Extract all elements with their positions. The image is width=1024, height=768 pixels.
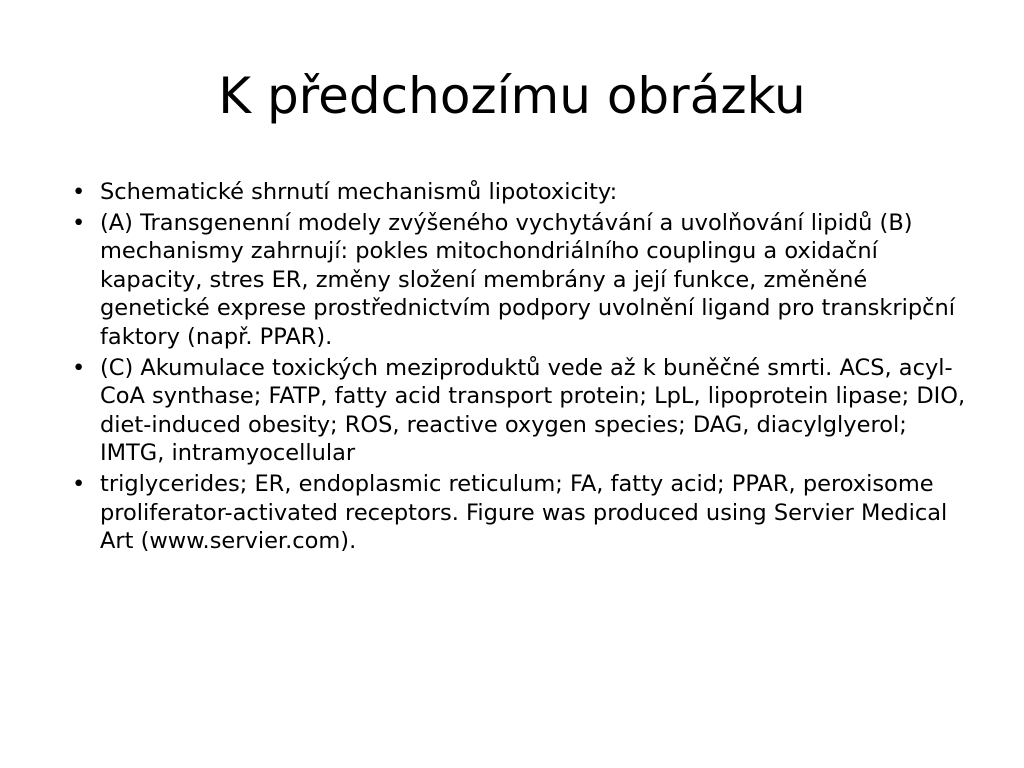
bullet-glyph: • — [72, 354, 86, 381]
bullet-glyph: • — [72, 209, 86, 236]
bullet-item — [72, 178, 972, 207]
bullet-text: triglycerides; ER, endoplasmic reticulum; FA, fatty acid; PPAR, peroxisome proliferator-activated receptors. Figure was produced using Servier Medical Art (www.servier.com). — [100, 470, 948, 555]
bullet-glyph: • — [72, 470, 86, 497]
bullet-item — [72, 470, 972, 556]
bullet-text: (A) Transgenenní modely zvýšeného vychytávání a uvolňování lipidů (B) mechanismy zahrnují: pokles mitochondriálního couplingu a oxidační kapacity, stres ER, změny složení membrány a její funkce, změněné genetické exprese prostřednictvím podpory uvolnění ligand pro transkripční faktory (např. PPAR). — [100, 209, 956, 350]
bullet-glyph: • — [72, 179, 86, 205]
bullet-item — [72, 354, 972, 468]
bullet-list — [72, 178, 972, 558]
bullet-text: (C) Akumulace toxických meziproduktů vede až k buněčné smrti. ACS, acyl-CoA synthase; FATP, fatty acid transport protein; LpL, lipoprotein lipase; DIO, diet-induced obesity; ROS, reactive oxygen species; DAG, diacylglyerol; IMTG, intramyocellular — [100, 354, 966, 467]
bullet-item — [72, 209, 972, 352]
bullet-text: Schematické shrnutí mechanismů lipotoxicity: — [100, 179, 618, 205]
slide-title: K předchozímu obrázku — [218, 67, 806, 125]
